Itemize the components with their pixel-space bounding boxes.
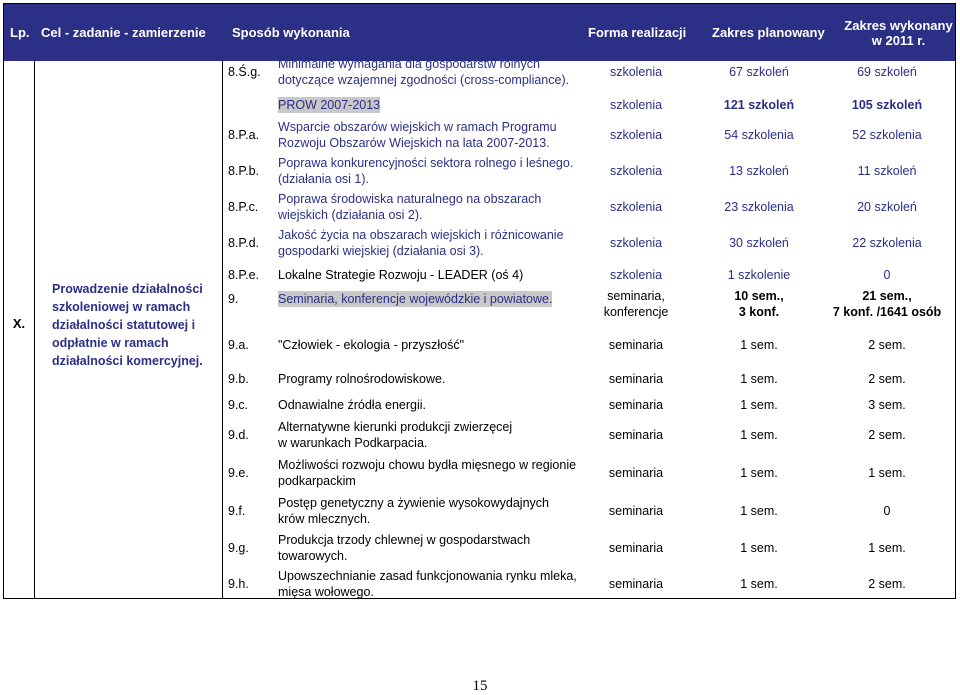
row-code: 9.h. bbox=[228, 577, 249, 591]
row-plan: 1 sem. bbox=[740, 398, 778, 412]
header-lp: Lp. bbox=[10, 25, 30, 40]
row-description: Odnawialne źródła energii. bbox=[278, 398, 427, 412]
row-code: 9.a. bbox=[228, 338, 249, 352]
row-done: 21 sem., bbox=[862, 289, 912, 303]
row-plan: 67 szkoleń bbox=[729, 65, 789, 79]
row-description: w warunkach Podkarpacia. bbox=[278, 436, 428, 450]
row-plan: 1 sem. bbox=[740, 504, 778, 518]
row-description: Możliwości rozwoju chowu bydła mięsnego w regionie bbox=[278, 458, 577, 472]
row-done: 2 sem. bbox=[868, 372, 906, 386]
row-code: 9.b. bbox=[228, 372, 249, 386]
row-forma: szkolenia bbox=[609, 268, 663, 282]
row-plan: 1 sem. bbox=[740, 541, 778, 555]
row-code: 8.P.c. bbox=[228, 200, 259, 214]
row-description: Programy rolnośrodowiskowe. bbox=[278, 372, 446, 386]
row-plan: 30 szkoleń bbox=[729, 236, 789, 250]
row-forma: szkolenia bbox=[609, 128, 663, 142]
row-forma: seminaria bbox=[608, 504, 664, 518]
row-forma: seminaria bbox=[608, 428, 664, 442]
row-done: 0 bbox=[883, 268, 891, 282]
row-plan: 1 sem. bbox=[740, 338, 778, 352]
row-code: 9.f. bbox=[228, 504, 246, 518]
row-done: 2 sem. bbox=[868, 577, 906, 591]
row-plan: 1 szkolenie bbox=[727, 268, 791, 282]
row-description: Lokalne Strategie Rozwoju - LEADER (oś 4) bbox=[278, 268, 524, 282]
header-planowany: Zakres planowany bbox=[712, 25, 825, 40]
row-done: 20 szkoleń bbox=[857, 200, 917, 214]
row-description: mięsa wołowego. bbox=[278, 585, 374, 599]
row-done: 1 sem. bbox=[868, 541, 906, 555]
row-done: 69 szkoleń bbox=[857, 65, 917, 79]
row-forma: seminaria bbox=[608, 466, 664, 480]
header-cel: Cel - zadanie - zamierzenie bbox=[41, 25, 206, 40]
row-description: Rozwoju Obszarów Wiejskich na lata 2007-2013. bbox=[278, 136, 550, 150]
document-page bbox=[3, 3, 956, 599]
row-description: gospodarki wiejskiej (działania osi 3). bbox=[278, 244, 484, 258]
row-plan: 121 szkoleń bbox=[723, 98, 795, 112]
page-number: 15 bbox=[472, 678, 488, 694]
header-wykonany: Zakres wykonany w 2011 r. bbox=[844, 17, 953, 48]
row-code: 9.e. bbox=[228, 466, 249, 480]
row-description: wiejskich (działania osi 2). bbox=[278, 208, 423, 222]
row-done: 22 szkolenia bbox=[852, 236, 922, 250]
row-code: 8.Ś.g. bbox=[228, 65, 261, 79]
row-code: 9. bbox=[228, 292, 239, 306]
row-description: PROW 2007-2013 bbox=[278, 98, 381, 112]
row-done: 7 konf. /1641 osób bbox=[832, 305, 942, 319]
row-plan: 1 sem. bbox=[740, 372, 778, 386]
row-done: 11 szkoleń bbox=[857, 164, 917, 178]
row-plan: 10 sem., bbox=[734, 289, 784, 303]
row-done: 3 sem. bbox=[868, 398, 906, 412]
row-description: podkarpackim bbox=[278, 474, 356, 488]
row-done: 0 bbox=[883, 504, 891, 518]
row-description: Wsparcie obszarów wiejskich w ramach Programu bbox=[278, 120, 557, 134]
row-description: Upowszechnianie zasad funkcjonowania rynku mleka, bbox=[278, 569, 577, 583]
row-done: 2 sem. bbox=[868, 338, 906, 352]
divider bbox=[34, 61, 35, 598]
row-description: krów mlecznych. bbox=[278, 512, 371, 526]
row-forma: seminaria, bbox=[607, 289, 665, 303]
row-description: Produkcja trzody chlewnej w gospodarstwach bbox=[278, 533, 531, 547]
row-description: towarowych. bbox=[278, 549, 348, 563]
row-description: Jakość życia na obszarach wiejskich i różnicowanie bbox=[278, 228, 564, 242]
section-label: X. bbox=[12, 316, 26, 331]
row-code: 8.P.b. bbox=[228, 164, 260, 178]
row-done: 52 szkolenia bbox=[852, 128, 922, 142]
row-description: Seminaria, konferencje wojewódzkie i powiatowe. bbox=[278, 292, 553, 306]
row-forma: szkolenia bbox=[609, 164, 663, 178]
row-code: 9.g. bbox=[228, 541, 249, 555]
row-plan: 3 konf. bbox=[738, 305, 780, 319]
header-sposob: Sposób wykonania bbox=[232, 25, 350, 40]
row-plan: 23 szkolenia bbox=[724, 200, 794, 214]
row-forma: szkolenia bbox=[609, 65, 663, 79]
row-code: 8.P.d. bbox=[228, 236, 260, 250]
row-done: 1 sem. bbox=[868, 466, 906, 480]
row-forma: seminaria bbox=[608, 541, 664, 555]
row-forma: seminaria bbox=[608, 398, 664, 412]
row-code: 9.d. bbox=[228, 428, 249, 442]
row-description: Postęp genetyczny a żywienie wysokowydajnych bbox=[278, 496, 549, 510]
row-description: dotyczące wzajemnej zgodności (cross-compliance). bbox=[278, 73, 570, 87]
row-done: 105 szkoleń bbox=[851, 98, 923, 112]
divider bbox=[222, 61, 223, 598]
row-forma: seminaria bbox=[608, 338, 664, 352]
row-plan: 1 sem. bbox=[740, 466, 778, 480]
row-description: Minimalne wymagania dla gospodarstw rolnych bbox=[278, 57, 540, 71]
row-plan: 54 szkolenia bbox=[724, 128, 794, 142]
row-code: 9.c. bbox=[228, 398, 249, 412]
row-forma: szkolenia bbox=[609, 98, 663, 112]
row-plan: 1 sem. bbox=[740, 428, 778, 442]
row-description: Poprawa konkurencyjności sektora rolnego i leśnego. bbox=[278, 156, 574, 170]
row-plan: 13 szkoleń bbox=[729, 164, 789, 178]
header-forma: Forma realizacji bbox=[588, 25, 687, 40]
row-forma: seminaria bbox=[608, 577, 664, 591]
row-plan: 1 sem. bbox=[740, 577, 778, 591]
row-forma: szkolenia bbox=[609, 236, 663, 250]
row-forma: seminaria bbox=[608, 372, 664, 386]
row-code: 8.P.e. bbox=[228, 268, 260, 282]
row-description: (działania osi 1). bbox=[278, 172, 370, 186]
row-description: Alternatywne kierunki produkcji zwierzęcej bbox=[278, 420, 513, 434]
row-forma: szkolenia bbox=[609, 200, 663, 214]
row-description: Poprawa środowiska naturalnego na obszarach bbox=[278, 192, 542, 206]
row-forma: konferencje bbox=[603, 305, 669, 319]
section-title: Prowadzenie działalności szkoleniowej w ramach działalności statutowej i odpłatnie w ramach działalności komercyjnej. bbox=[52, 282, 203, 368]
table-header bbox=[4, 4, 955, 61]
row-code: 8.P.a. bbox=[228, 128, 260, 142]
row-description: "Człowiek - ekologia - przyszłość" bbox=[278, 338, 465, 352]
row-done: 2 sem. bbox=[868, 428, 906, 442]
